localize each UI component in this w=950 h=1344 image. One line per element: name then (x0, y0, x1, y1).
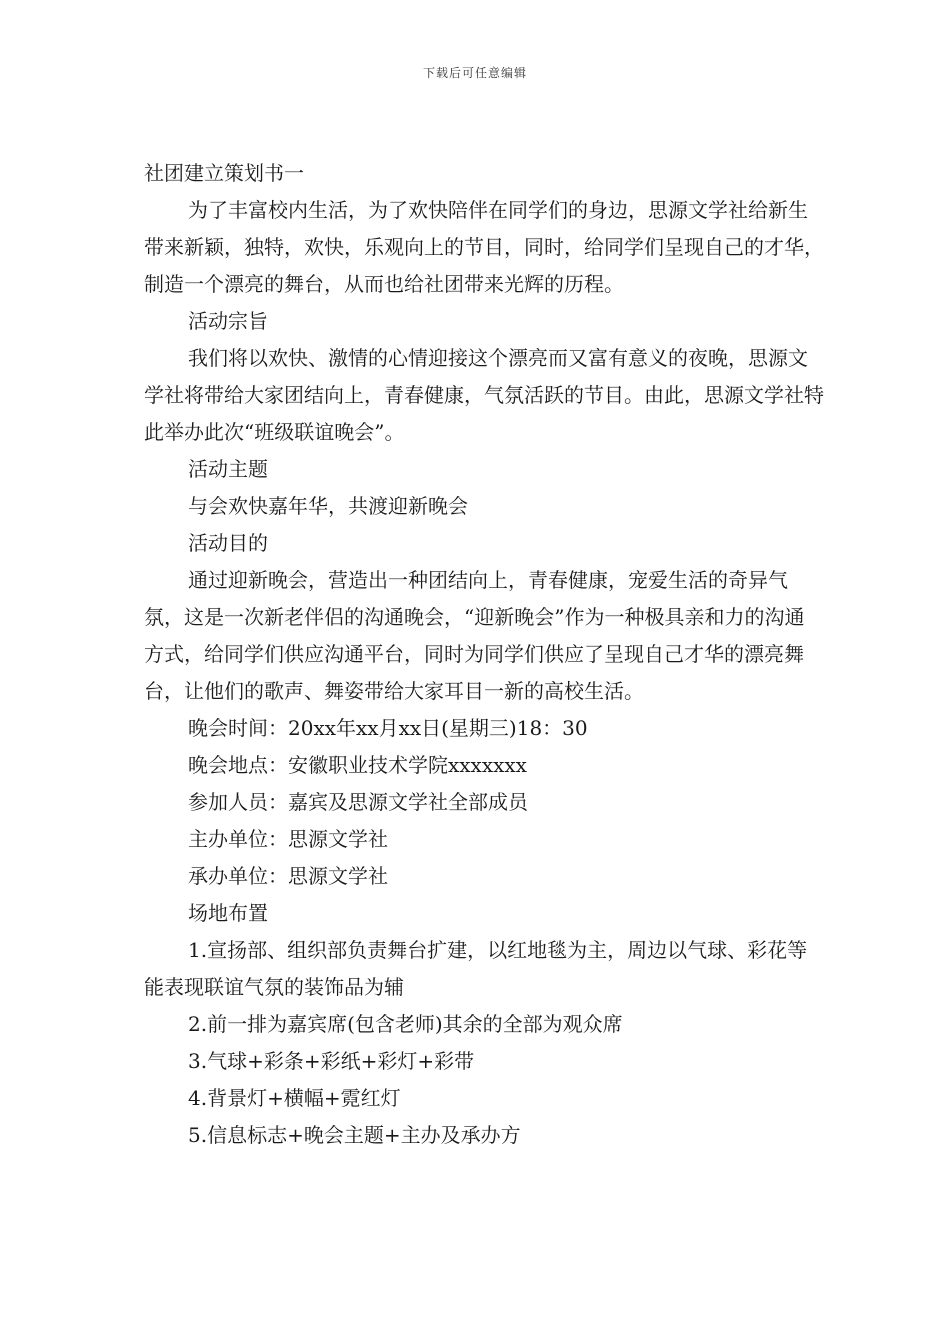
theme-paragraph: 与会欢快嘉年华，共渡迎新晚会 (188, 494, 468, 518)
participants-line: 参加人员：嘉宾及思源文学社全部成员 (188, 790, 528, 814)
venue-item: 1.宣扬部、组织部负责舞台扩建，以红地毯为主，周边以气球、彩花等能表现联谊气氛的装饰品为辅 (144, 938, 808, 999)
page-header: 下载后可任意编辑 (422, 66, 527, 80)
organizer-line: 主办单位：思源文学社 (188, 827, 388, 851)
goal-paragraph: 通过迎新晚会，营造出一种团结向上，青春健康，宠爱生活的奇异气氛，这是一次新老伴侣的沟通晚会，“迎新晚会”作为一种极具亲和力的沟通方式，给同学们供应沟通平台，同时为同学们供应了呈现自己才华的漂亮舞台，让他们的歌声、舞姿带给大家耳目一新的高校生活。 (144, 568, 805, 703)
document-body (144, 155, 824, 1154)
intro-paragraph: 为了丰富校内生活，为了欢快陪伴在同学们的身边，思源文学社给新生带来新颖，独特，欢快，乐观向上的节目，同时，给同学们呈现自己的才华，制造一个漂亮的舞台，从而也给社团带来光辉的历程。 (144, 198, 824, 296)
undertaker-line: 承办单位：思源文学社 (188, 864, 388, 888)
goal-heading: 活动目的 (188, 531, 268, 555)
time-line: 晚会时间：20xx年xx月xx日(星期三)18：30 (188, 716, 588, 740)
venue-heading: 场地布置 (188, 901, 268, 925)
document-title: 社团建立策划书一 (144, 161, 304, 185)
purpose-paragraph: 我们将以欢快、激情的心情迎接这个漂亮而又富有意义的夜晚，思源文学社将带给大家团结向上，青春健康，气氛活跃的节目。由此，思源文学社特此举办此次“班级联谊晚会”。 (144, 346, 824, 444)
theme-heading: 活动主题 (188, 457, 268, 481)
venue-item: 4.背景灯+横幅+霓红灯 (188, 1086, 401, 1110)
venue-item: 5.信息标志+晚会主题+主办及承办方 (188, 1123, 521, 1147)
place-line: 晚会地点：安徽职业技术学院xxxxxxx (188, 753, 527, 777)
purpose-heading: 活动宗旨 (188, 309, 268, 333)
venue-item: 2.前一排为嘉宾席(包含老师)其余的全部为观众席 (188, 1012, 623, 1036)
venue-item: 3.气球+彩条+彩纸+彩灯+彩带 (188, 1049, 475, 1073)
